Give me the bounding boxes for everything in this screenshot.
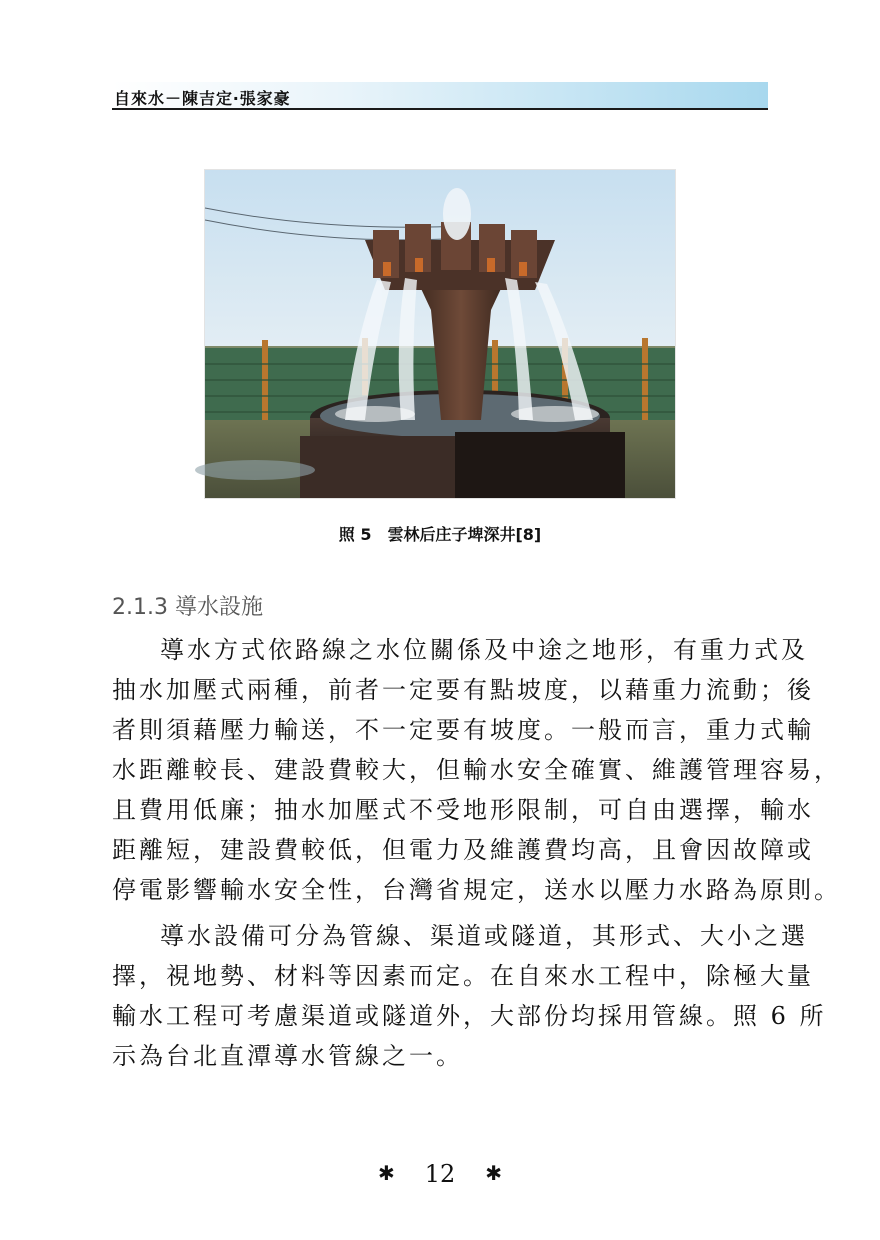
running-header (112, 82, 768, 110)
paragraph-line: 示為台北直潭導水管線之一。 (112, 1042, 463, 1070)
page-footer (0, 1160, 880, 1188)
star-ornament-icon: ✱ (377, 1161, 395, 1185)
paragraph-line: 水距離較長、建設費較大，但輸水安全確實、維護管理容易， (112, 756, 841, 784)
paragraph-line: 抽水加壓式兩種，前者一定要有點坡度，以藉重力流動；後 (112, 676, 814, 704)
fountain-photo (205, 170, 675, 498)
running-header-title: 自來水－陳吉定‧張家豪 (114, 89, 291, 108)
paragraph-line: 且費用低廉；抽水加壓式不受地形限制，可自由選擇，輸水 (112, 796, 814, 824)
body-text (112, 630, 841, 1076)
page-number: 12 (424, 1160, 456, 1188)
paragraph-line: 停電影響輸水安全性，台灣省規定，送水以壓力水路為原則。 (112, 876, 841, 904)
section-heading: 2.1.3 導水設施 (112, 595, 263, 620)
paragraph-line: 輸水工程可考慮渠道或隧道外，大部份均採用管線。照 6 所 (112, 1002, 827, 1030)
paragraph-line: 距離短，建設費較低，但電力及維護費均高，且會因故障或 (112, 836, 814, 864)
paragraph-line: 者則須藉壓力輸送，不一定要有坡度。一般而言，重力式輸 (112, 716, 814, 744)
paragraph-line: 導水設備可分為管線、渠道或隧道，其形式、大小之選 (160, 922, 808, 950)
paragraph-line: 擇，視地勢、材料等因素而定。在自來水工程中，除極大量 (112, 962, 814, 990)
figure-caption: 照 5 雲林后庄子埤深井[8] (338, 525, 542, 544)
star-ornament-icon: ✱ (485, 1161, 503, 1185)
paragraph-line: 導水方式依路線之水位關係及中途之地形，有重力式及 (160, 636, 808, 664)
